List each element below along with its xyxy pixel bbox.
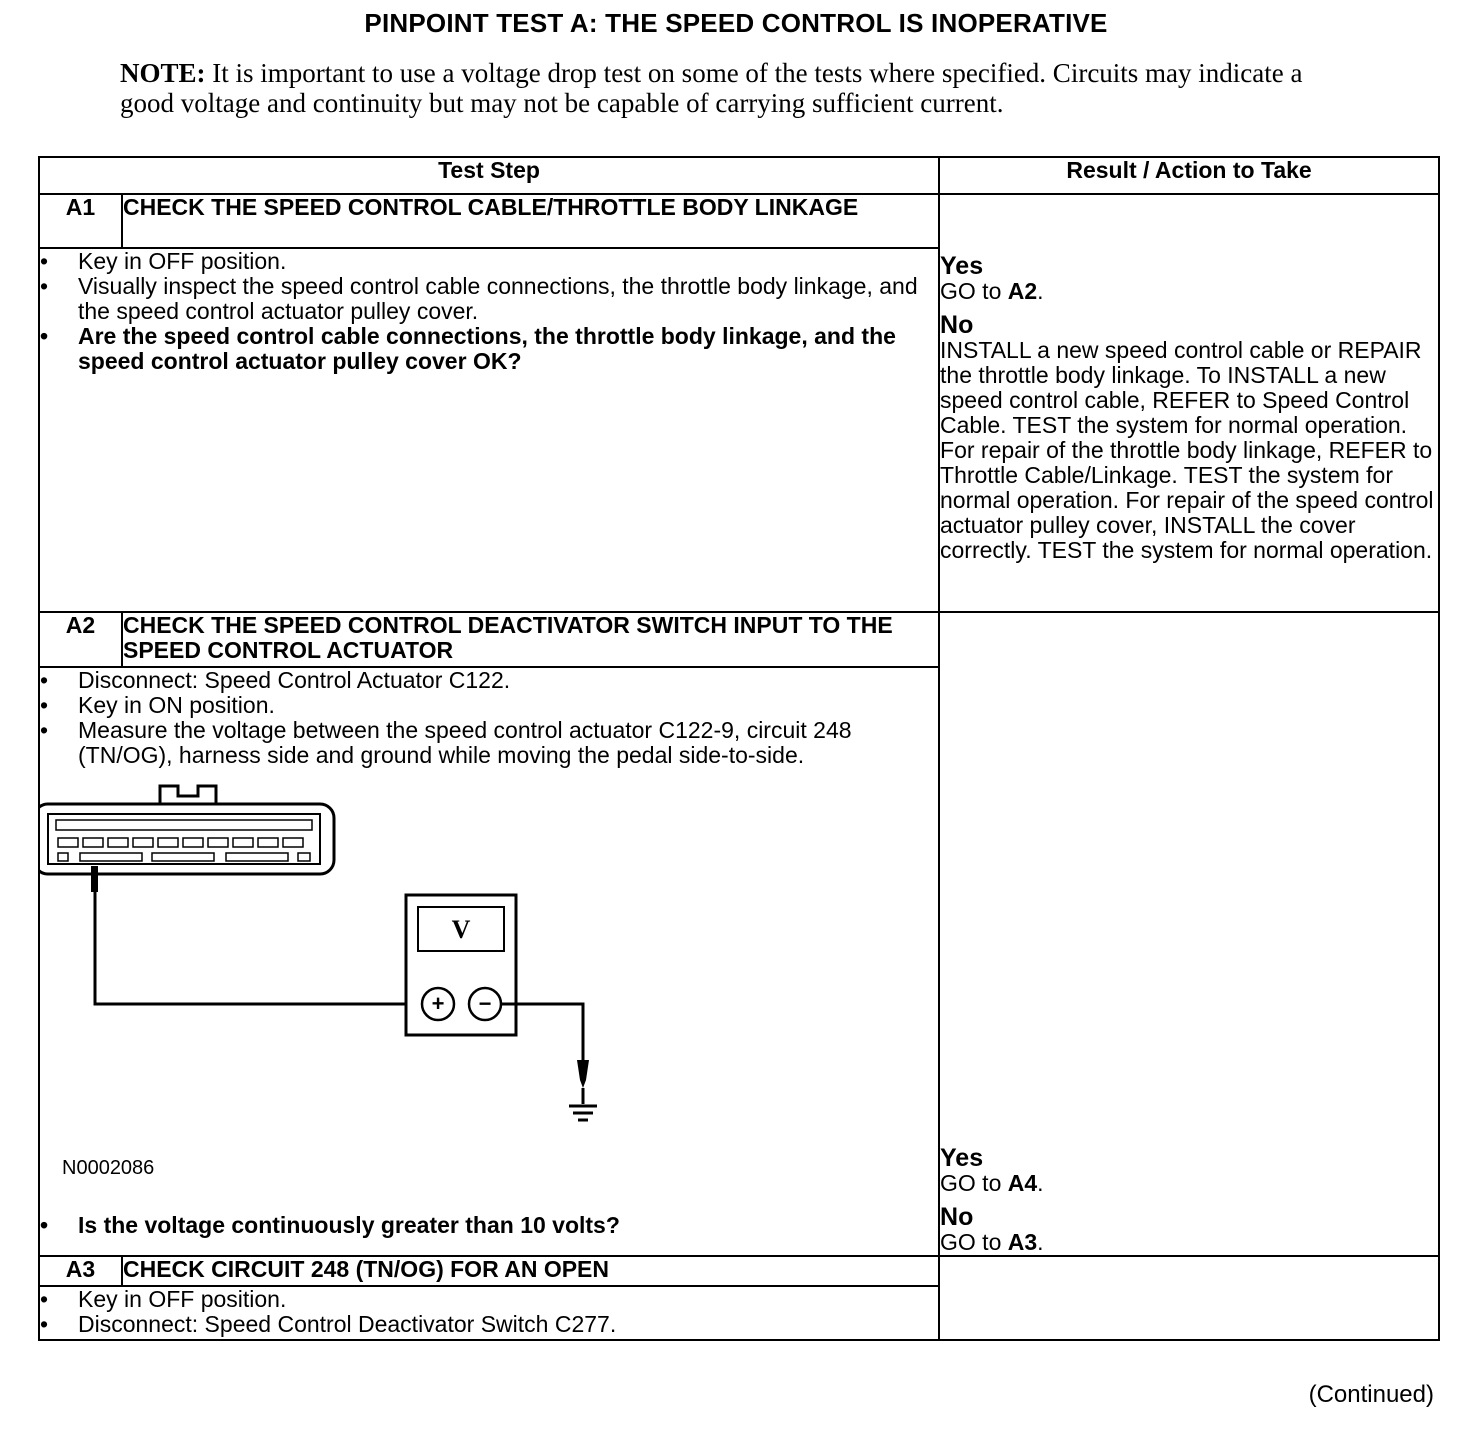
connector-voltmeter-diagram — [40, 768, 740, 1213]
note-paragraph — [120, 58, 1350, 118]
a2-yes-label: Yes — [940, 1144, 984, 1172]
pinpoint-test-table — [38, 156, 1440, 1341]
list-item: • Visually inspect the speed control cable connections, the throttle body linkage, and the speed control actuator pulley cover. — [40, 274, 938, 324]
a1-yes-suffix: . — [1037, 278, 1044, 304]
a1-no-label: No — [940, 311, 974, 339]
step-a3-result — [939, 1256, 1439, 1340]
a1-question: • Are the speed control cable connections, the throttle body linkage, and the speed control actuator pulley cover OK? — [40, 324, 938, 374]
step-a3-title: CHECK CIRCUIT 248 (TN/OG) FOR AN OPEN — [122, 1256, 939, 1286]
header-test-step: Test Step — [39, 157, 939, 194]
ground-probe — [577, 1060, 589, 1088]
page-title: PINPOINT TEST A: THE SPEED CONTROL IS INOPERATIVE — [364, 8, 1108, 38]
list-item: • Disconnect: Speed Control Actuator C122. — [40, 668, 938, 693]
list-item: • Measure the voltage between the speed control actuator C122-9, circuit 248 (TN/OG), harness side and ground while moving the pedal side-to-side. — [40, 718, 938, 768]
plus-terminal-label: + — [431, 990, 445, 1016]
header-result: Result / Action to Take — [939, 157, 1439, 194]
list-item: • Key in OFF position. — [40, 1287, 938, 1312]
connector-latch — [160, 786, 216, 804]
step-a2-body — [39, 667, 939, 1256]
minus-terminal-label: − — [478, 990, 492, 1016]
figure-id: N0002086 — [62, 1156, 155, 1179]
step-a3-id: A3 — [39, 1256, 122, 1286]
a2-bullet-list — [40, 668, 938, 768]
a1-yes-target: A2 — [1007, 278, 1038, 304]
voltage-test-diagram — [40, 768, 938, 1213]
a2-question-list — [40, 1213, 938, 1238]
a2-no-target: A3 — [1007, 1229, 1038, 1255]
a1-yes-action — [940, 279, 1438, 304]
a2-yes-prefix: GO to — [940, 1170, 1008, 1196]
step-a2-id: A2 — [39, 612, 122, 667]
a2-question: • Is the voltage continuously greater than 10 volts? — [40, 1213, 938, 1238]
step-a1-result — [939, 194, 1439, 612]
a1-no-action: INSTALL a new speed control cable or REPAIR the throttle body linkage. To INSTALL a new speed control cable, REFER to Speed Control Cable. TEST the system for normal operation. For repair of the throttle body linkage, REFER to Throttle Cable/Linkage. TEST the system for normal operation. For repair of the speed control actuator pulley cover, INSTALL the cover correctly. TEST the system for normal operation. — [940, 337, 1434, 563]
step-a3-body — [39, 1286, 939, 1340]
note-text: It is important to use a voltage drop test on some of the tests where specified. Circuits may indicate a good voltage and continuity but may not be capable of carrying sufficient current. — [120, 58, 1303, 118]
step-a1-body — [39, 248, 939, 612]
a2-no-suffix: . — [1037, 1229, 1044, 1255]
list-item: • Key in OFF position. — [40, 249, 938, 274]
a2-yes-action — [940, 1171, 1438, 1196]
a1-yes-prefix: GO to — [940, 278, 1008, 304]
a2-no-action — [940, 1230, 1438, 1255]
voltmeter-label: V — [451, 914, 471, 944]
a2-yes-target: A4 — [1007, 1170, 1038, 1196]
step-a1-title: CHECK THE SPEED CONTROL CABLE/THROTTLE BODY LINKAGE — [122, 194, 939, 248]
ground-icon — [569, 1106, 597, 1120]
a1-bullet-list — [40, 249, 938, 374]
list-item: • Disconnect: Speed Control Deactivator Switch C277. — [40, 1312, 938, 1337]
a2-no-prefix: GO to — [940, 1229, 1008, 1255]
a2-yes-suffix: . — [1037, 1170, 1044, 1196]
step-a2-title: CHECK THE SPEED CONTROL DEACTIVATOR SWITCH INPUT TO THE SPEED CONTROL ACTUATOR — [122, 612, 939, 667]
step-a2-title-row — [39, 612, 1439, 667]
a3-bullet-list — [40, 1287, 938, 1337]
test-lead-positive — [95, 892, 418, 1004]
note-label: NOTE: — [120, 58, 206, 88]
a1-yes-label: Yes — [940, 252, 984, 280]
continued-label: (Continued) — [1308, 1381, 1434, 1408]
a2-no-label: No — [940, 1203, 974, 1231]
probe-tip — [91, 866, 98, 892]
step-a2-result — [939, 612, 1439, 1256]
step-a3-title-row — [39, 1256, 1439, 1286]
step-a1-title-row — [39, 194, 1439, 248]
list-item: • Key in ON position. — [40, 693, 938, 718]
table-header-row — [39, 157, 1439, 194]
step-a1-id: A1 — [39, 194, 122, 248]
